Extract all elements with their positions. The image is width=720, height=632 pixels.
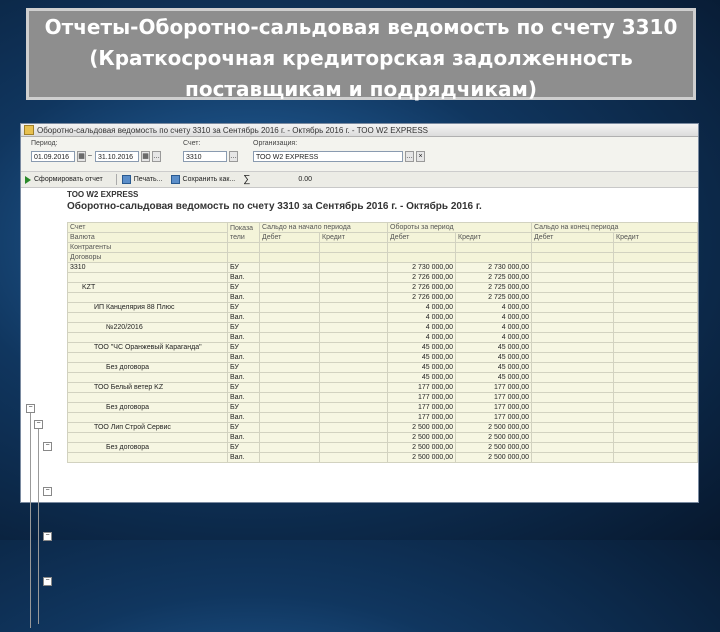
row-turnover-credit: 4 000,00 xyxy=(456,323,532,333)
row-indicator: БУ xyxy=(228,403,260,413)
table-row[interactable] xyxy=(68,453,698,463)
row-name xyxy=(68,353,228,363)
row-name xyxy=(68,273,228,283)
row-opening-debit xyxy=(260,323,320,333)
row-turnover-debit: 2 730 000,00 xyxy=(388,263,456,273)
row-opening-debit xyxy=(260,263,320,273)
table-row[interactable] xyxy=(68,313,698,323)
row-name: KZT xyxy=(68,283,228,293)
row-closing-credit xyxy=(614,363,698,373)
table-row[interactable] xyxy=(68,323,698,333)
row-turnover-credit: 4 000,00 xyxy=(456,313,532,323)
row-closing-debit xyxy=(532,263,614,273)
row-indicator: БУ xyxy=(228,423,260,433)
row-opening-credit xyxy=(320,313,388,323)
table-row[interactable] xyxy=(68,293,698,303)
header-opening: Сальдо на начало периода xyxy=(260,223,388,233)
header-debit: Дебет xyxy=(260,233,320,243)
row-opening-credit xyxy=(320,323,388,333)
row-turnover-credit: 45 000,00 xyxy=(456,363,532,373)
row-turnover-credit: 2 725 000,00 xyxy=(456,293,532,303)
sum-value: 0.00 xyxy=(298,176,313,183)
row-opening-debit xyxy=(260,443,320,453)
row-opening-credit xyxy=(320,283,388,293)
parameters-panel: Период: 01.09.2016 ▦ – 31.10.2016 ▦ … Счет: 3310 … Организация: ТОО W2 EXPRESS … × xyxy=(21,137,698,172)
row-opening-credit xyxy=(320,383,388,393)
row-name xyxy=(68,413,228,423)
collapse-toggle[interactable]: − xyxy=(43,577,52,586)
row-closing-credit xyxy=(614,333,698,343)
date-from-input[interactable]: 01.09.2016 xyxy=(31,151,75,162)
row-turnover-credit: 2 500 000,00 xyxy=(456,453,532,463)
row-opening-debit xyxy=(260,283,320,293)
row-closing-debit xyxy=(532,333,614,343)
table-header xyxy=(68,223,698,263)
row-name: №220/2016 xyxy=(68,323,228,333)
row-turnover-credit: 45 000,00 xyxy=(456,343,532,353)
account-label: Счет: xyxy=(183,140,201,147)
row-name: ТОО "ЧС Оранжевый Караганда" xyxy=(68,343,228,353)
row-indicator: БУ xyxy=(228,443,260,453)
row-name: ТОО Лип Строй Сервис xyxy=(68,423,228,433)
table-row[interactable] xyxy=(68,363,698,373)
row-opening-debit xyxy=(260,433,320,443)
row-closing-credit xyxy=(614,313,698,323)
table-row[interactable] xyxy=(68,423,698,433)
row-turnover-debit: 2 500 000,00 xyxy=(388,443,456,453)
header-credit: Кредит xyxy=(320,233,388,243)
row-turnover-credit: 177 000,00 xyxy=(456,403,532,413)
header-credit: Кредит xyxy=(456,233,532,243)
window-titlebar[interactable] xyxy=(21,124,698,137)
row-closing-credit xyxy=(614,293,698,303)
row-indicator: БУ xyxy=(228,303,260,313)
row-name: 3310 xyxy=(68,263,228,273)
table-row[interactable] xyxy=(68,373,698,383)
row-opening-credit xyxy=(320,373,388,383)
row-closing-credit xyxy=(614,283,698,293)
row-turnover-debit: 177 000,00 xyxy=(388,393,456,403)
row-opening-debit xyxy=(260,453,320,463)
row-closing-debit xyxy=(532,403,614,413)
report-header xyxy=(21,188,698,222)
row-opening-credit xyxy=(320,363,388,373)
row-turnover-debit: 177 000,00 xyxy=(388,413,456,423)
row-opening-credit xyxy=(320,413,388,423)
row-turnover-credit: 177 000,00 xyxy=(456,383,532,393)
print-button[interactable]: Печать... xyxy=(122,175,163,184)
row-name xyxy=(68,293,228,303)
header-closing: Сальдо на конец периода xyxy=(532,223,698,233)
row-opening-debit xyxy=(260,413,320,423)
period-select-button[interactable]: … xyxy=(153,153,160,160)
collapse-toggle[interactable]: − xyxy=(26,404,35,413)
header-debit: Дебет xyxy=(532,233,614,243)
row-closing-debit xyxy=(532,343,614,353)
row-opening-debit xyxy=(260,363,320,373)
table-row[interactable] xyxy=(68,333,698,343)
row-name: Без договора xyxy=(68,363,228,373)
table-row[interactable] xyxy=(68,433,698,443)
header-credit: Кредит xyxy=(614,233,698,243)
row-opening-credit xyxy=(320,333,388,343)
row-turnover-debit: 177 000,00 xyxy=(388,403,456,413)
table-row[interactable] xyxy=(68,343,698,353)
row-closing-debit xyxy=(532,273,614,283)
row-turnover-debit: 45 000,00 xyxy=(388,363,456,373)
row-closing-credit xyxy=(614,343,698,353)
row-indicator: БУ xyxy=(228,383,260,393)
row-turnover-credit: 2 730 000,00 xyxy=(456,263,532,273)
row-closing-credit xyxy=(614,393,698,403)
row-indicator: Вал. xyxy=(228,413,260,423)
row-name: ИП Канцелярия 88 Плюс xyxy=(68,303,228,313)
row-opening-debit xyxy=(260,343,320,353)
row-closing-credit xyxy=(614,443,698,453)
window-title: Оборотно-сальдовая ведомость по счету 3310 за Сентябрь 2016 г. - Октябрь 2016 г. - ТОО W2 EXPRESS xyxy=(37,125,428,135)
row-turnover-credit: 2 500 000,00 xyxy=(456,433,532,443)
row-turnover-credit: 45 000,00 xyxy=(456,353,532,363)
table-body xyxy=(68,263,698,463)
table-row[interactable] xyxy=(68,273,698,283)
row-name xyxy=(68,453,228,463)
period-label: Период: xyxy=(31,140,58,147)
row-opening-credit xyxy=(320,393,388,403)
row-closing-debit xyxy=(532,373,614,383)
row-turnover-debit: 4 000,00 xyxy=(388,303,456,313)
row-closing-debit xyxy=(532,423,614,433)
row-indicator: БУ xyxy=(228,363,260,373)
row-turnover-debit: 45 000,00 xyxy=(388,343,456,353)
row-closing-credit xyxy=(614,373,698,383)
collapse-toggle[interactable]: − xyxy=(43,532,52,541)
report-title: Оборотно-сальдовая ведомость по счету 3310 за Сентябрь 2016 г. - Октябрь 2016 г. xyxy=(67,201,482,212)
row-indicator: БУ xyxy=(228,263,260,273)
row-turnover-debit: 2 500 000,00 xyxy=(388,423,456,433)
row-closing-debit xyxy=(532,323,614,333)
header-currency: Валюта xyxy=(68,233,228,243)
row-turnover-debit: 2 726 000,00 xyxy=(388,283,456,293)
row-opening-credit xyxy=(320,433,388,443)
row-turnover-credit: 4 000,00 xyxy=(456,333,532,343)
floppy-icon xyxy=(171,175,180,184)
table-row[interactable] xyxy=(68,263,698,273)
row-opening-credit xyxy=(320,453,388,463)
row-name: Без договора xyxy=(68,403,228,413)
row-turnover-credit: 177 000,00 xyxy=(456,393,532,403)
organization-input[interactable]: ТОО W2 EXPRESS xyxy=(253,151,403,162)
row-opening-credit xyxy=(320,273,388,283)
row-indicator: Вал. xyxy=(228,353,260,363)
row-turnover-credit: 2 725 000,00 xyxy=(456,283,532,293)
row-turnover-debit: 4 000,00 xyxy=(388,313,456,323)
row-opening-credit xyxy=(320,423,388,433)
row-closing-debit xyxy=(532,393,614,403)
row-opening-debit xyxy=(260,313,320,323)
row-opening-debit xyxy=(260,333,320,343)
row-name xyxy=(68,333,228,343)
row-indicator: Вал. xyxy=(228,293,260,303)
row-turnover-debit: 45 000,00 xyxy=(388,373,456,383)
row-indicator: Вал. xyxy=(228,393,260,403)
row-opening-debit xyxy=(260,423,320,433)
row-turnover-credit: 45 000,00 xyxy=(456,373,532,383)
row-closing-debit xyxy=(532,433,614,443)
clear-icon[interactable]: × xyxy=(416,151,425,162)
company-name: ТОО W2 EXPRESS xyxy=(67,190,139,199)
row-indicator: БУ xyxy=(228,343,260,353)
row-name xyxy=(68,433,228,443)
row-closing-debit xyxy=(532,283,614,293)
row-closing-credit xyxy=(614,273,698,283)
row-closing-credit xyxy=(614,323,698,333)
row-closing-credit xyxy=(614,403,698,413)
row-turnover-debit: 4 000,00 xyxy=(388,323,456,333)
row-name xyxy=(68,313,228,323)
row-closing-debit xyxy=(532,413,614,423)
date-to-input[interactable]: 31.10.2016 xyxy=(95,151,139,162)
row-opening-credit xyxy=(320,443,388,453)
row-turnover-debit: 2 500 000,00 xyxy=(388,453,456,463)
header-contracts: Договоры xyxy=(68,253,228,263)
row-turnover-debit: 2 500 000,00 xyxy=(388,433,456,443)
table-row[interactable] xyxy=(68,393,698,403)
row-turnover-debit: 2 726 000,00 xyxy=(388,293,456,303)
row-opening-debit xyxy=(260,383,320,393)
row-indicator: БУ xyxy=(228,323,260,333)
report-window xyxy=(20,123,699,584)
row-turnover-debit: 4 000,00 xyxy=(388,333,456,343)
row-turnover-debit: 2 726 000,00 xyxy=(388,273,456,283)
row-name: ТОО Белый ветер KZ xyxy=(68,383,228,393)
row-closing-debit xyxy=(532,443,614,453)
row-closing-credit xyxy=(614,263,698,273)
row-closing-credit xyxy=(614,413,698,423)
row-indicator: БУ xyxy=(228,283,260,293)
table-row[interactable] xyxy=(68,403,698,413)
account-input[interactable]: 3310 xyxy=(183,151,227,162)
row-indicator: Вал. xyxy=(228,333,260,343)
report-table xyxy=(67,222,698,463)
table-row[interactable] xyxy=(68,283,698,293)
report-icon xyxy=(24,125,34,135)
row-opening-credit xyxy=(320,343,388,353)
row-opening-credit xyxy=(320,263,388,273)
row-closing-credit xyxy=(614,423,698,433)
row-closing-debit xyxy=(532,293,614,303)
toolbar xyxy=(21,172,698,188)
row-closing-credit xyxy=(614,433,698,443)
row-opening-credit xyxy=(320,403,388,413)
row-opening-debit xyxy=(260,403,320,413)
row-closing-debit xyxy=(532,453,614,463)
row-turnover-credit: 177 000,00 xyxy=(456,413,532,423)
row-turnover-credit: 4 000,00 xyxy=(456,303,532,313)
row-opening-debit xyxy=(260,273,320,283)
row-closing-debit xyxy=(532,363,614,373)
row-closing-debit xyxy=(532,313,614,323)
slide-title: Отчеты-Оборотно-сальдовая ведомость по счету 3310 (Краткосрочная кредиторская задолженность поставщикам и подрядчикам) xyxy=(26,8,696,100)
table-row[interactable] xyxy=(68,383,698,393)
organization-select-button[interactable]: … xyxy=(406,153,413,160)
row-name xyxy=(68,373,228,383)
row-opening-debit xyxy=(260,293,320,303)
collapse-toggle[interactable]: − xyxy=(34,420,43,429)
row-indicator: Вал. xyxy=(228,433,260,443)
header-counterparties: Контрагенты xyxy=(68,243,228,253)
row-opening-credit xyxy=(320,303,388,313)
row-closing-credit xyxy=(614,383,698,393)
table-row[interactable] xyxy=(68,443,698,453)
row-turnover-credit: 2 500 000,00 xyxy=(456,423,532,433)
row-indicator: Вал. xyxy=(228,453,260,463)
row-opening-credit xyxy=(320,353,388,363)
row-turnover-debit: 45 000,00 xyxy=(388,353,456,363)
header-account: Счет xyxy=(68,223,228,233)
row-indicator: Вал. xyxy=(228,313,260,323)
row-closing-credit xyxy=(614,303,698,313)
row-closing-credit xyxy=(614,353,698,363)
row-turnover-credit: 2 725 000,00 xyxy=(456,273,532,283)
calendar-icon[interactable]: ▦ xyxy=(142,153,149,160)
row-name xyxy=(68,393,228,403)
row-turnover-credit: 2 500 000,00 xyxy=(456,443,532,453)
row-opening-debit xyxy=(260,393,320,403)
account-select-button[interactable]: … xyxy=(230,153,237,160)
header-indicators: Показа тели xyxy=(228,223,260,243)
printer-icon xyxy=(122,175,131,184)
generate-report-button[interactable]: Сформировать отчет xyxy=(25,176,103,184)
table-row[interactable] xyxy=(68,353,698,363)
row-opening-debit xyxy=(260,353,320,363)
collapse-toggle[interactable]: − xyxy=(43,442,52,451)
sum-icon[interactable]: ∑ xyxy=(243,174,251,185)
organization-label: Организация: xyxy=(253,140,298,147)
grouping-gutter xyxy=(21,402,65,632)
play-icon xyxy=(25,176,31,184)
row-turnover-debit: 177 000,00 xyxy=(388,383,456,393)
save-as-button[interactable]: Сохранить как... xyxy=(171,175,236,184)
row-indicator: Вал. xyxy=(228,273,260,283)
row-opening-debit xyxy=(260,373,320,383)
calendar-icon[interactable]: ▦ xyxy=(78,153,85,160)
table-row[interactable] xyxy=(68,413,698,423)
row-closing-debit xyxy=(532,353,614,363)
header-debit: Дебет xyxy=(388,233,456,243)
row-opening-debit xyxy=(260,303,320,313)
collapse-toggle[interactable]: − xyxy=(43,487,52,496)
row-name: Без договора xyxy=(68,443,228,453)
row-indicator: Вал. xyxy=(228,373,260,383)
row-closing-debit xyxy=(532,383,614,393)
table-row[interactable] xyxy=(68,303,698,313)
row-closing-debit xyxy=(532,303,614,313)
row-closing-credit xyxy=(614,453,698,463)
header-turnover: Обороты за период xyxy=(388,223,532,233)
row-opening-credit xyxy=(320,293,388,303)
